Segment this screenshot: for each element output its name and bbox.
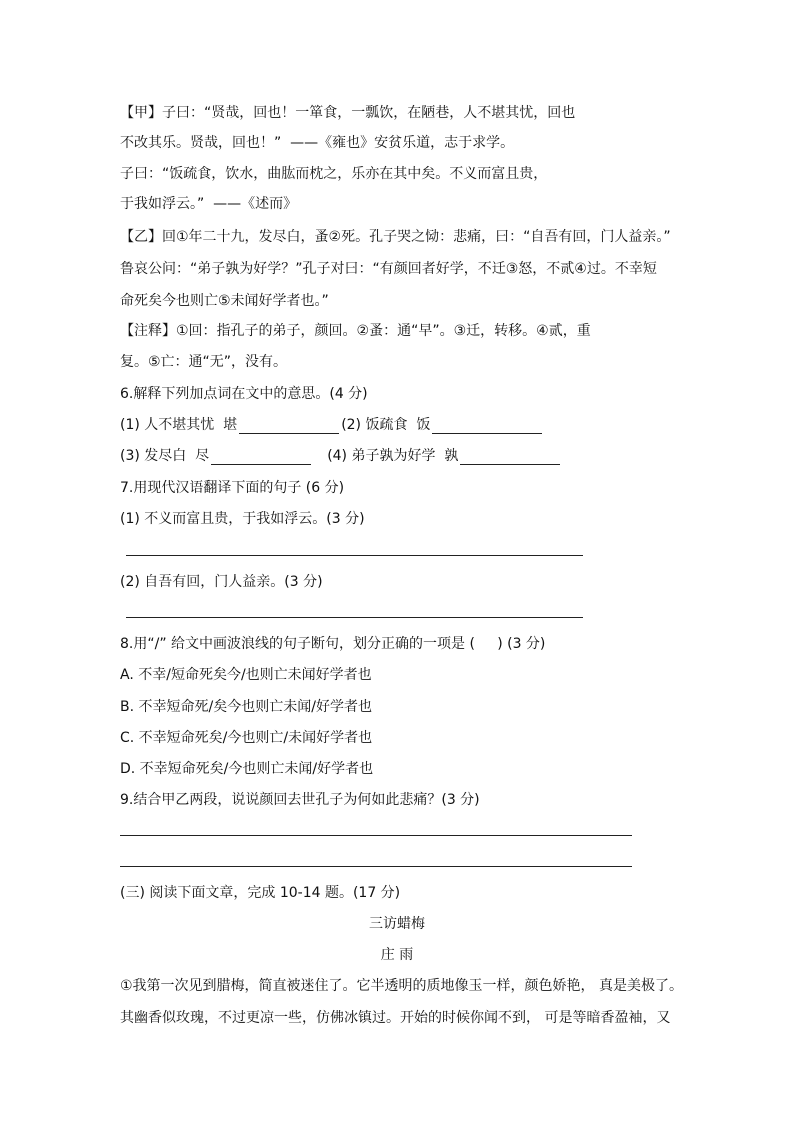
option-b[interactable]: B. 不幸短命死/矣今也则亡未闻/好学者也 (120, 699, 372, 715)
option-d[interactable]: D. 不幸短命死矣/今也则亡未闻/好学者也 (120, 761, 374, 777)
article-title: 三访蜡梅 (369, 916, 425, 932)
item-text: (4) 弟子孰为好学 孰 (327, 448, 459, 464)
answer-line[interactable] (126, 617, 583, 618)
option-a[interactable]: A. 不幸/短命死矣今/也则亡未闻好学者也 (120, 667, 372, 683)
paragraph-line: ①我第一次见到腊梅，简直被迷住了。它半透明的质地像玉一样，颜色娇艳， 真是美极了。 (120, 978, 683, 994)
answer-line[interactable] (126, 555, 583, 556)
text-line: 子曰：“饭疏食，饮水，曲肱而枕之，乐亦在其中矣。不义而富且贵， (120, 166, 548, 182)
paragraph-line: 其幽香似玫瑰，不过更凉一些，仿佛冰镇过。开始的时候你闻不到， 可是等暗香盈袖，又 (120, 1010, 671, 1026)
question-title: 9.结合甲乙两段，说说颜回去世孔子为何如此悲痛？(3 分) (120, 792, 480, 808)
item-text: (1) 人不堪其忧 堪 (120, 417, 238, 433)
question-item: (2) 自吾有回，门人益亲。(3 分) (120, 574, 323, 590)
option-c[interactable]: C. 不幸短命死矣/今也则亡/未闻好学者也 (120, 730, 373, 746)
article-author: 庄 雨 (380, 947, 414, 963)
question-title: 8.用“/” 给文中画波浪线的句子断句，划分正确的一项是 ( ) (3 分) (120, 636, 546, 652)
question-item (120, 447, 562, 465)
text-line: 于我如浮云。” ——《述而》 (120, 196, 298, 212)
answer-line[interactable] (120, 866, 632, 867)
section-heading: (三) 阅读下面文章，完成 10-14 题。(17 分) (120, 885, 401, 901)
text-line: 【注释】①回：指孔子的弟子，颜回。②蚤：通“早”。③迁，转移。④贰，重 (120, 323, 591, 339)
text-line: 命死矣今也则亡⑤未闻好学者也。” (120, 293, 329, 309)
question-item: (1) 不义而富且贵，于我如浮云。(3 分) (120, 511, 365, 527)
answer-blank[interactable] (432, 419, 542, 434)
item-text: (2) 饭疏食 饭 (341, 417, 431, 433)
answer-blank[interactable] (460, 450, 560, 465)
question-title: 6.解释下列加点词在文中的意思。(4 分) (120, 386, 368, 402)
question-title: 7.用现代汉语翻译下面的句子 (6 分) (120, 480, 345, 496)
text-line: 【甲】子曰：“贤哉，回也！一箪食，一瓢饮，在陋巷，人不堪其忧，回也 (120, 105, 576, 121)
text-line: 鲁哀公问：“弟子孰为好学？”孔子对曰：“有颜回者好学，不迁③怒，不贰④过。不幸短 (120, 261, 657, 277)
text-line: 不改其乐。贤哉，回也！” ——《雍也》安贫乐道，志于求学。 (120, 135, 515, 151)
answer-blank[interactable] (211, 450, 311, 465)
text-line: 【乙】回①年二十九，发尽白，蚤②死。孔子哭之恸：悲痛，曰：“自吾有回，门人益亲。” (120, 229, 671, 245)
item-text: (3) 发尽白 尽 (120, 448, 210, 464)
text-line: 复。⑤亡：通“无”，没有。 (120, 354, 288, 370)
answer-blank[interactable] (239, 419, 339, 434)
answer-line[interactable] (120, 835, 632, 836)
question-item (120, 416, 544, 434)
